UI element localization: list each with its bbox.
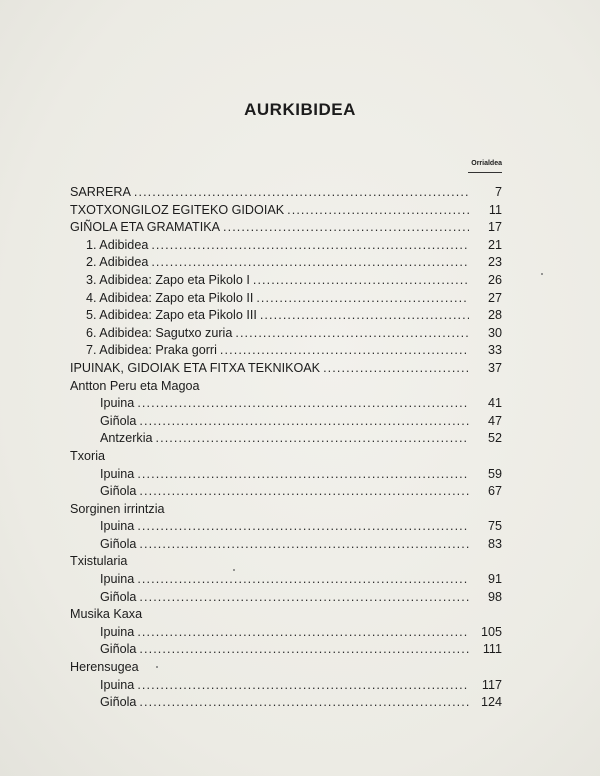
toc-page-number: 105: [480, 624, 502, 639]
toc-entry-row: [86, 272, 502, 290]
toc-entry-label: Ipuina: [100, 519, 135, 534]
toc-section-label: Herensugea: [70, 660, 139, 675]
toc-entry-row: [100, 466, 502, 484]
dot-leader: [260, 307, 469, 325]
toc-page-number: 27: [487, 290, 502, 305]
toc-entry-label: GIÑOLA ETA GRAMATIKA: [70, 220, 220, 235]
toc-entry[interactable]: [0, 307, 600, 325]
toc-entry-label: SARRERA: [70, 185, 131, 199]
toc-page-number: 83: [487, 536, 502, 551]
toc-entry-row: [86, 290, 502, 308]
toc-entry[interactable]: [0, 589, 600, 607]
paper-speck: [156, 666, 158, 668]
toc-section-label: Txoria: [70, 448, 105, 463]
toc-page-number: 111: [482, 642, 502, 657]
toc-page-number: 98: [487, 589, 502, 604]
toc-page-number: 75: [487, 519, 502, 534]
toc-entry-label: Giñola: [100, 589, 137, 604]
toc-entry-label: Ipuina: [100, 396, 135, 411]
toc-entry-label: Giñola: [100, 484, 137, 499]
toc-section-heading: [0, 378, 600, 396]
toc-entry-row: [100, 483, 502, 501]
dot-leader: [256, 290, 469, 308]
dot-leader: [137, 518, 469, 536]
dot-leader: [151, 254, 469, 272]
dot-leader: [137, 571, 469, 589]
toc-entry-row: [100, 589, 502, 607]
toc-entry[interactable]: [0, 518, 600, 536]
toc-entry-row: [100, 536, 502, 554]
toc-page-number: 41: [487, 396, 502, 411]
toc-section-heading: [0, 501, 600, 519]
dot-leader: [323, 360, 469, 378]
dot-leader: [137, 395, 469, 413]
toc-entry-label: 7. Adibidea: Praka gorri: [86, 343, 217, 358]
toc-entry-label: Giñola: [100, 642, 137, 657]
dot-leader: [220, 342, 469, 360]
toc-page-number: 124: [480, 695, 502, 710]
toc-entry-row: [100, 694, 502, 712]
toc-page-number: 67: [487, 484, 502, 499]
toc-page-number: 26: [487, 272, 502, 287]
toc-entry-row: [100, 430, 502, 448]
toc-entry-label: 4. Adibidea: Zapo eta Pikolo II: [86, 290, 254, 305]
toc-page-number: 117: [481, 677, 502, 692]
toc-page-number: 91: [487, 572, 502, 587]
toc-entry[interactable]: [0, 342, 600, 360]
toc-section-heading: [0, 659, 600, 677]
toc-entry[interactable]: [0, 536, 600, 554]
toc-entry-label: Ipuina: [100, 677, 135, 692]
toc-entry-label: IPUINAK, GIDOIAK ETA FITXA TEKNIKOAK: [70, 360, 321, 375]
toc-entry[interactable]: [0, 430, 600, 448]
toc-entry[interactable]: [0, 395, 600, 413]
toc-entry-label: Ipuina: [100, 572, 135, 587]
toc-entry-label: Ipuina: [100, 466, 135, 481]
toc-page-number: 28: [487, 308, 502, 323]
toc-entry[interactable]: [0, 325, 600, 343]
toc-entry[interactable]: [0, 466, 600, 484]
dot-leader: [139, 413, 469, 431]
toc-section-label: Musika Kaxa: [70, 607, 143, 622]
toc-entry-label: Antzerkia: [100, 431, 153, 446]
toc-page-number: 37: [487, 360, 502, 375]
toc-entry-label: 5. Adibidea: Zapo eta Pikolo III: [86, 308, 257, 323]
toc-entry-row: [100, 624, 502, 642]
dot-leader: [137, 677, 469, 695]
toc-section-heading: [0, 606, 600, 624]
toc-entry-row: [86, 342, 502, 360]
toc-entry[interactable]: [0, 237, 600, 255]
paper-speck: [233, 569, 235, 571]
toc-entry[interactable]: [0, 694, 600, 712]
toc-page-number: 23: [487, 255, 502, 270]
toc-page-number: 59: [487, 466, 502, 481]
dot-leader: [287, 202, 469, 220]
toc-entry-label: 6. Adibidea: Sagutxo zuria: [86, 325, 233, 340]
toc-entry-row: [86, 307, 502, 325]
toc-entry-row: [70, 360, 502, 378]
toc-entry-label: Giñola: [100, 695, 137, 710]
toc-entry-row: [100, 413, 502, 431]
dot-leader: [235, 325, 469, 343]
toc-page-number: 30: [487, 325, 502, 340]
toc-entry[interactable]: [0, 483, 600, 501]
toc-entry-row: [100, 395, 502, 413]
dot-leader: [139, 694, 469, 712]
table-of-contents: [0, 184, 600, 712]
toc-entry-label: Giñola: [100, 536, 137, 551]
toc-entry-label: 1. Adibidea: [86, 237, 149, 252]
toc-section-label: Sorginen irrintzia: [70, 501, 165, 516]
toc-entry[interactable]: [0, 272, 600, 290]
dot-leader: [139, 641, 469, 659]
toc-page-number: 17: [487, 220, 502, 235]
dot-leader: [139, 483, 469, 501]
toc-entry-row: [86, 325, 502, 343]
toc-entry-row: [100, 518, 502, 536]
toc-entry-label: Giñola: [100, 413, 137, 428]
dot-leader: [139, 536, 469, 554]
toc-entry[interactable]: [0, 571, 600, 589]
dot-leader: [137, 624, 469, 642]
dot-leader: [223, 219, 469, 237]
paper-speck: [541, 273, 543, 275]
toc-entry-row: [70, 184, 502, 202]
dot-leader: [139, 589, 469, 607]
toc-entry-row: [86, 237, 502, 255]
toc-entry-row: [86, 254, 502, 272]
toc-entry-label: 2. Adibidea: [86, 255, 149, 270]
toc-page-number: 47: [487, 413, 502, 428]
toc-page-number: 21: [487, 237, 502, 252]
toc-page-number: 52: [487, 431, 502, 446]
toc-entry-label: 3. Adibidea: Zapo eta Pikolo I: [86, 272, 250, 287]
toc-entry[interactable]: [0, 219, 600, 237]
toc-entry[interactable]: [0, 184, 600, 202]
toc-entry[interactable]: [0, 202, 600, 220]
toc-entry-row: [70, 219, 502, 237]
dot-leader: [134, 184, 469, 202]
toc-entry-row: [70, 202, 502, 220]
toc-section-heading: [0, 553, 600, 571]
dot-leader: [156, 430, 470, 448]
column-label-rule: [468, 172, 502, 173]
toc-section-label: Antton Peru eta Magoa: [70, 378, 200, 393]
dot-leader: [151, 237, 469, 255]
toc-entry[interactable]: [0, 360, 600, 378]
dot-leader: [253, 272, 469, 290]
toc-page-number: 7: [494, 185, 502, 199]
toc-entry-row: [100, 677, 502, 695]
toc-page-number: 33: [487, 343, 502, 358]
toc-entry-label: Ipuina: [100, 624, 135, 639]
page-title: AURKIBIDEA: [244, 100, 356, 119]
toc-page-number: 11: [488, 202, 502, 217]
toc-entry[interactable]: [0, 290, 600, 308]
toc-section-heading: [0, 448, 600, 466]
toc-entry[interactable]: [0, 413, 600, 431]
toc-entry[interactable]: [0, 641, 600, 659]
toc-entry-row: [100, 641, 502, 659]
dot-leader: [137, 466, 469, 484]
toc-entry[interactable]: [0, 624, 600, 642]
toc-entry-label: TXOTXONGILOZ EGITEKO GIDOIAK: [70, 202, 285, 217]
page-column-label: Orrialdea: [471, 160, 502, 167]
toc-entry-row: [100, 571, 502, 589]
toc-section-label: Txistularia: [70, 554, 128, 569]
toc-entry[interactable]: [0, 254, 600, 272]
toc-entry[interactable]: [0, 677, 600, 695]
